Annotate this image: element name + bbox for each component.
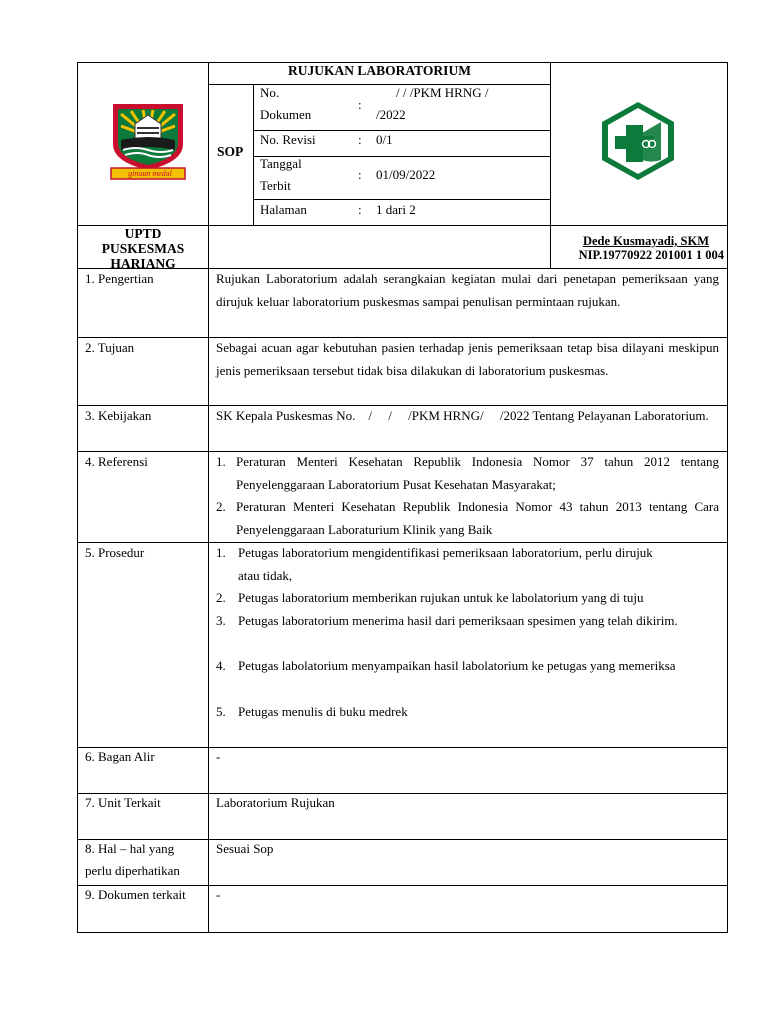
tanggal-label-1: Tanggal bbox=[260, 156, 302, 171]
puskesmas-logo bbox=[597, 100, 679, 182]
halaman-value: 1 dari 2 bbox=[376, 202, 416, 217]
list-number: 5. bbox=[216, 704, 226, 719]
org-line: HARIANG bbox=[110, 256, 176, 271]
signer-name: Dede Kusmayadi, SKM bbox=[582, 234, 709, 248]
document-title: RUJUKAN LABORATORIUM bbox=[288, 63, 471, 78]
label-tujuan: 2. Tujuan bbox=[85, 340, 135, 355]
text-tujuan: Sebagai acuan agar kebutuhan pasien terhadap jenis pemeriksaan tetap bisa dilayani meskipun jenis pemeriksaan tersebut tidak bisa dilakukan di laboratorium puskesmas. bbox=[216, 340, 719, 378]
doc-no-value-2: /2022 bbox=[376, 107, 406, 122]
label-unit-terkait: 7. Unit Terkait bbox=[85, 795, 161, 810]
text-bagan-alir: - bbox=[216, 749, 221, 764]
label-kebijakan: 3. Kebijakan bbox=[85, 408, 152, 423]
label-dokumen-terkait: 9. Dokumen terkait bbox=[85, 887, 186, 902]
list-number: 3. bbox=[216, 613, 226, 628]
tanggal-value: 01/09/2022 bbox=[376, 167, 436, 182]
label-hal-hal-2: perlu diperhatikan bbox=[85, 863, 180, 878]
tanggal-label-2: Terbit bbox=[260, 178, 291, 193]
text-unit-terkait: Laboratorium Rujukan bbox=[216, 795, 335, 810]
revisi-label: No. Revisi bbox=[260, 132, 316, 147]
org-line: UPTD bbox=[124, 226, 162, 241]
district-logo bbox=[107, 100, 189, 182]
list-item: Petugas labolatorium menyampaikan hasil labolatorium ke petugas yang memeriksa bbox=[238, 658, 676, 673]
org-line: PUSKESMAS bbox=[101, 241, 185, 256]
list-item: Petugas laboratorium menerima hasil dari pemeriksaan spesimen yang telah dikirim. bbox=[238, 613, 678, 628]
list-number: 2. bbox=[216, 499, 226, 514]
list-item: Petugas menulis di buku medrek bbox=[238, 704, 408, 719]
label-hal-hal-1: 8. Hal – hal yang bbox=[85, 841, 175, 856]
list-item: Peraturan Menteri Kesehatan Republik Indonesia Nomor 37 tahun 2012 tentang Penyelenggaraan Laboratorium Pusat Kesehatan Masyarakat; bbox=[236, 454, 719, 492]
text-dokumen-terkait: - bbox=[216, 887, 221, 902]
doc-no-label-1: No. bbox=[260, 85, 280, 100]
puskesmas-cross-icon bbox=[597, 100, 679, 182]
org-name bbox=[78, 226, 208, 271]
tanggal-colon: : bbox=[358, 167, 362, 182]
text-pengertian: Rujukan Laboratorium adalah serangkaian kegiatan mulai dari penetapan pemeriksaan yang dirujuk keluar laboratorium puskesmas sampai penulisan permintaan rujukan. bbox=[216, 271, 719, 309]
revisi-colon: : bbox=[358, 132, 362, 147]
list-item: Petugas laboratorium mengidentifikasi pemeriksaan laboratorium, perlu dirujuk atau tidak, bbox=[238, 545, 653, 583]
label-bagan-alir: 6. Bagan Alir bbox=[85, 749, 155, 764]
logo-motto: ginuun medal bbox=[128, 169, 172, 178]
list-number: 1. bbox=[216, 545, 226, 560]
doc-no-label-2: Dokumen bbox=[260, 107, 312, 122]
list-number: 4. bbox=[216, 658, 226, 673]
revisi-value: 0/1 bbox=[376, 132, 393, 147]
halaman-label: Halaman bbox=[260, 202, 307, 217]
text-kebijakan: SK Kepala Puskesmas No. / / /PKM HRNG/ /2022 Tentang Pelayanan Laboratorium. bbox=[216, 408, 709, 423]
label-prosedur: 5. Prosedur bbox=[85, 545, 145, 560]
doc-no-colon: : bbox=[358, 97, 362, 112]
doc-no-value-1: / / /PKM HRNG / bbox=[396, 85, 489, 100]
list-item: Peraturan Menteri Kesehatan Republik Indonesia Nomor 43 tahun 2013 tentang Cara Penyelenggaraan Laboraturium Klinik yang Baik bbox=[236, 499, 719, 537]
label-referensi: 4. Referensi bbox=[85, 454, 148, 469]
halaman-colon: : bbox=[358, 202, 362, 217]
label-pengertian: 1. Pengertian bbox=[85, 271, 154, 286]
list-item: Petugas laboratorium memberikan rujukan untuk ke labolatorium yang di tuju bbox=[238, 590, 644, 605]
signer-nip: NIP.19770922 201001 1 004 bbox=[578, 248, 724, 262]
text-hal-hal: Sesuai Sop bbox=[216, 841, 274, 856]
sop-label: SOP bbox=[217, 144, 244, 159]
list-number: 1. bbox=[216, 454, 226, 469]
signer-block bbox=[551, 234, 727, 262]
list-number: 2. bbox=[216, 590, 226, 605]
